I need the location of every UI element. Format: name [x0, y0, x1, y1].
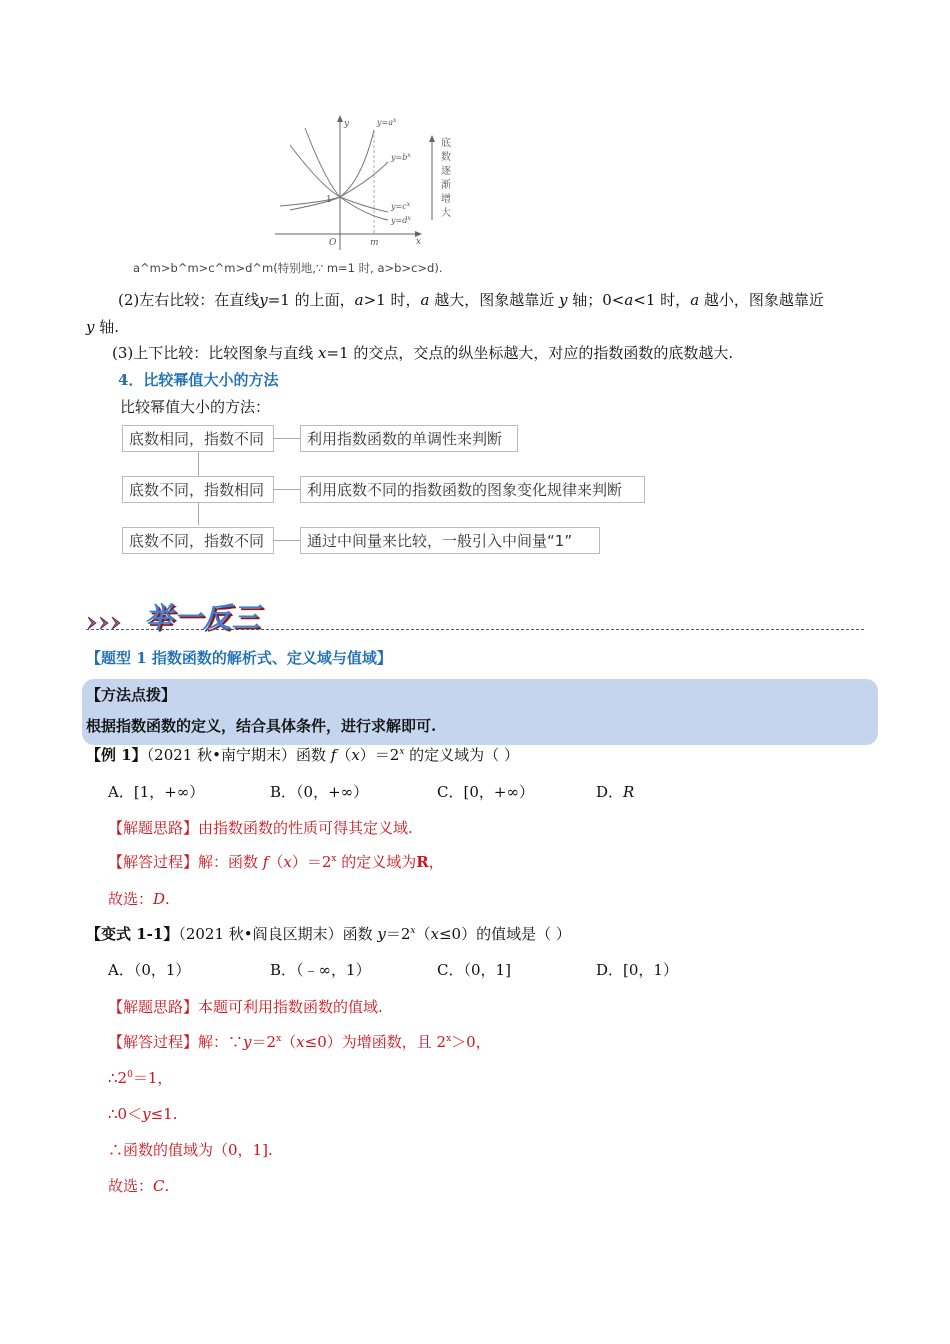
side-label-char: 渐 [441, 180, 451, 191]
para2-line2: y 轴. [86, 318, 120, 336]
example1-idea: 【解题思路】由指数函数的性质可得其定义域. [108, 819, 413, 837]
one-label: 1 [326, 195, 332, 205]
type1-heading: 【题型 1 指数函数的解析式、定义域与值域】 [86, 649, 392, 667]
section4-heading: 4．比较幂值大小的方法 [118, 371, 279, 389]
example1-option-b[interactable]: B．（0，+∞） [270, 783, 369, 801]
origin-label: O [329, 238, 337, 248]
para3: (3)上下比较：比较图象与直线 x=1 的交点，交点的纵坐标越大，对应的指数函数的底数越大. [112, 344, 734, 362]
exponential-curves-graph [270, 110, 460, 255]
curve-c-label: $y=c^x$ [391, 201, 411, 211]
flow-right-1: 利用指数函数的单调性来判断 [300, 425, 518, 452]
variant1-stem: 【变式 1-1】（2021 秋•阎良区期末）函数 $y=2^x(x\le 0)$的值域是（ ） [86, 925, 571, 943]
curve-a-label: $y=a^x$ [377, 117, 397, 127]
m-label: m [370, 238, 379, 248]
side-label-char: 增 [441, 194, 451, 205]
side-label-char: 底 [441, 138, 451, 149]
example1-process: 【解答过程】解：函数 $f(x)=2^x$ 的定义域为R， [108, 853, 444, 871]
x-axis-label: x [416, 237, 422, 247]
curve-c [290, 145, 388, 212]
graph-caption: a^m>b^m>c^m>d^m(特别地,∵ m=1 时, a>b>c>d). [133, 261, 443, 275]
method-body: 根据指数函数的定义，结合具体条件，进行求解即可. [86, 717, 437, 735]
example1-option-a[interactable]: A．[1，+∞） [108, 783, 205, 801]
section4-intro: 比较幂值大小的方法： [120, 398, 271, 416]
banner-divider [86, 629, 864, 630]
curve-d-label: $y=d^x$ [391, 215, 411, 225]
variant1-step1: $\therefore 2^0=1$， [108, 1069, 173, 1087]
side-label-char: 逐 [441, 166, 451, 177]
flow-left-2: 底数不同，指数相同 [122, 476, 274, 503]
variant1-option-d[interactable]: D．[0，1） [596, 961, 678, 979]
side-label [441, 136, 452, 219]
variant1-idea: 【解题思路】本题可利用指数函数的值域. [108, 998, 383, 1016]
variant1-answer: 故选：C. [108, 1177, 170, 1195]
triple-arrow-icon [88, 611, 140, 635]
curve-d [305, 128, 388, 220]
variant1-process: 【解答过程】解：$\because y=2^x(x\le 0)$为增函数，且 $2^x>0$， [108, 1033, 491, 1051]
method-title: 【方法点拨】 [86, 686, 177, 704]
example1-answer: 故选：D. [108, 890, 170, 908]
example1-option-c[interactable]: C．[0，+∞） [437, 783, 534, 801]
banner-title: 举一反三 [144, 601, 261, 634]
example1-option-d[interactable]: D．R [596, 783, 635, 801]
variant1-step2: ∴0＜y≤1. [108, 1105, 178, 1123]
variant1-step3: ∴函数的值域为（0，1]. [108, 1141, 273, 1159]
y-axis-label: y [344, 119, 350, 129]
banner [88, 596, 261, 636]
curve-b-label: $y=b^x$ [391, 152, 411, 162]
example1-stem: 【例 1】（2021 秋•南宁期末）函数 $f(x)=2^x$ 的定义域为（ ） [86, 746, 519, 764]
flow-right-3: 通过中间量来比较，一般引入中间量“1” [300, 527, 600, 554]
variant1-option-b[interactable]: B．（﹣∞，1） [270, 961, 371, 979]
flow-left-3: 底数不同，指数不同 [122, 527, 274, 554]
flow-left-1: 底数相同，指数不同 [122, 425, 274, 452]
flow-right-2: 利用底数不同的指数函数的图象变化规律来判断 [300, 476, 645, 503]
side-label-char: 数 [441, 152, 451, 163]
variant1-option-c[interactable]: C．（0，1] [437, 961, 511, 979]
side-label-char: 大 [441, 208, 451, 219]
curve-a [290, 130, 374, 210]
variant1-option-a[interactable]: A．（0，1） [108, 961, 191, 979]
para2-line1: (2)左右比较：在直线y=1 的上面，a>1 时，a 越大，图象越靠近 y 轴；0<a<1 时，a 越小，图象越靠近 [118, 291, 824, 309]
